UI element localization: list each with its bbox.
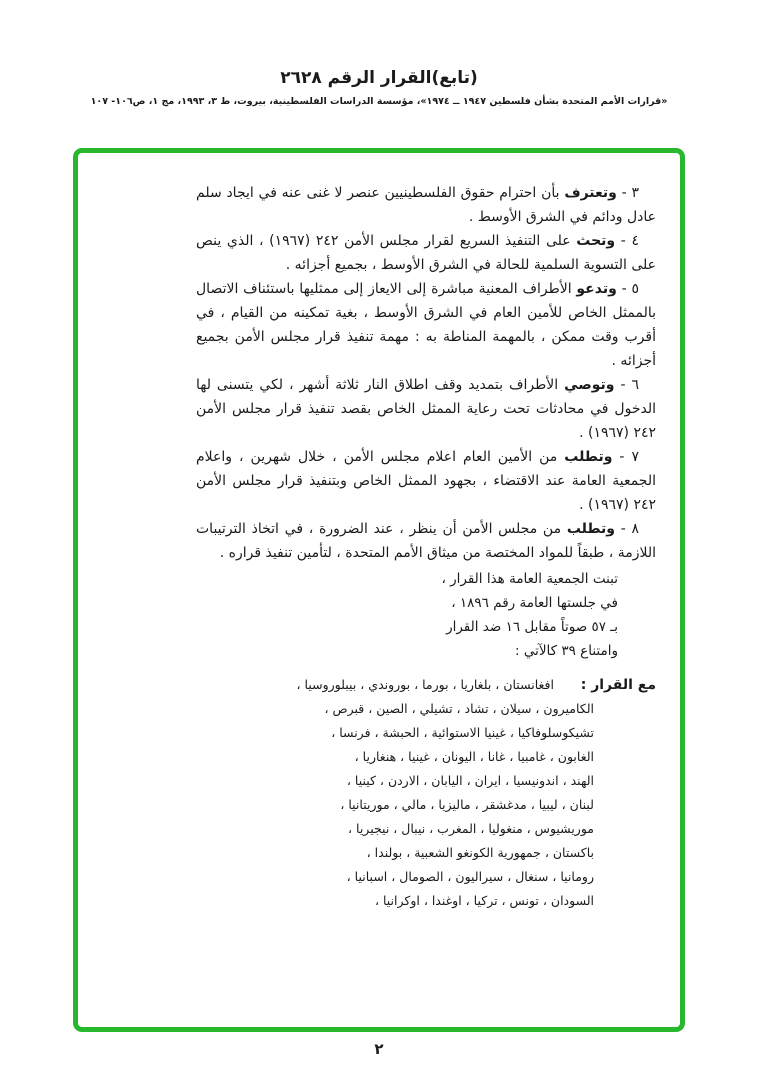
country-line: الهند ، اندونيسيا ، ايران ، اليابان ، الاردن ، كينيا ، <box>346 773 594 788</box>
vote-country-list <box>294 673 594 913</box>
paragraph-number: ٦ - <box>620 377 639 393</box>
resolution-paragraph-3 <box>196 181 656 229</box>
country-line: السودان ، تونس ، تركيا ، اوغندا ، اوكرانيا ، <box>374 893 594 908</box>
paragraph-lead-word: وتوصي <box>564 377 615 393</box>
green-highlight-frame <box>73 148 685 1032</box>
adoption-line: في جلستها العامة رقم ١٨٩٦ ، <box>451 595 618 611</box>
paragraph-lead-word: وتطلب <box>564 449 613 465</box>
paragraph-text: الأطراف بتمديد وقف اطلاق النار ثلاثة أشهر ، لكي يتسنى لها الدخول في محادثات تحت رعاية الممثل الخاص بقصد تنفيذ قرار مجلس الأمن ٢٤٢ (١٩٦٧) . <box>196 377 656 441</box>
country-line: الغابون ، غامبيا ، غانا ، اليونان ، غينيا ، هنغاريا ، <box>354 749 594 764</box>
resolution-paragraph-6 <box>196 373 656 445</box>
paragraph-number: ٣ - <box>621 185 640 201</box>
paragraph-text: الأطراف المعنية مباشرة إلى الايعاز إلى ممثليها باستئناف الاتصال بالممثل الخاص للأمين العام في الشرق الأوسط ، بغية تمكينه من القيام ، في أقرب وقت ممكن ، بالمهمة المناطة به : مهمة تنفيذ قرار مجلس الأمن بجميع أجزائه . <box>196 281 656 369</box>
resolution-paragraph-7 <box>196 445 656 517</box>
paragraph-lead-word: وتدعو <box>576 281 617 297</box>
adoption-line: تبنت الجمعية العامة هذا القرار ، <box>441 571 618 587</box>
paragraph-lead-word: وتطلب <box>566 521 615 537</box>
country-line: باكستان ، جمهورية الكونغو الشعبية ، بولندا ، <box>366 845 594 860</box>
page-number: ٢ <box>374 1040 384 1058</box>
country-line: موريشيوس ، منغوليا ، المغرب ، نيبال ، نيجيريا ، <box>348 821 594 836</box>
country-line: لبنان ، ليبيا ، مدغشقر ، ماليزيا ، مالي ، موريتانيا ، <box>340 797 594 812</box>
paragraph-lead-word: وتحث <box>576 233 616 249</box>
adoption-line: وامتناع ٣٩ كالآتي : <box>514 643 618 659</box>
vote-for-label: مع القرار : <box>580 677 656 693</box>
paragraph-number: ٤ - <box>620 233 639 249</box>
paragraph-number: ٥ - <box>621 281 639 297</box>
paragraph-text: من مجلس الأمن أن ينظر ، عند الضرورة ، في اتخاذ الترتيبات اللازمة ، طبقاً للمواد المختصة من ميثاق الأمم المتحدة ، لتأمين تنفيذ قراره . <box>196 521 656 561</box>
resolution-body <box>196 181 656 913</box>
resolution-paragraph-8 <box>196 517 656 565</box>
source-citation: «قرارات الأمم المتحدة بشأن فلسطين ١٩٤٧ ــ ١٩٧٤»، مؤسسة الدراسات الفلسطينية، بيروت، ط ٣، ١٩٩٣، مج ١، ص١٠٦- ١٠٧ <box>90 96 668 107</box>
country-line: افغانستان ، بلغاريا ، بورما ، بوروندي ، بيبلوروسيا ، <box>296 677 554 692</box>
resolution-title: (تابع)القرار الرقم ٢٦٢٨ <box>280 68 478 88</box>
country-line: رومانيا ، سنغال ، سيراليون ، الصومال ، اسبانيا ، <box>346 869 594 884</box>
paragraph-text: بأن احترام حقوق الفلسطينيين عنصر لا غنى عنه في ايجاد سلم عادل ودائم في الشرق الأوسط . <box>196 185 656 225</box>
resolution-paragraph-5 <box>196 277 656 373</box>
country-line: الكاميرون ، سيلان ، تشاد ، تشيلي ، الصين ، قبرص ، <box>324 701 594 716</box>
paragraph-text: على التنفيذ السريع لقرار مجلس الأمن ٢٤٢ (١٩٦٧) ، الذي ينص على التسوية السلمية للحالة في الشرق الأوسط ، بجميع أجزائه . <box>196 233 656 273</box>
paragraph-number: ٨ - <box>620 521 639 537</box>
adoption-line: بـ ٥٧ صوتاً مقابل ١٦ ضد القرار <box>446 619 618 635</box>
adoption-statement <box>196 567 618 663</box>
paragraph-text: من الأمين العام اعلام مجلس الأمن ، خلال شهرين ، واعلام الجمعية العامة عند الاقتضاء ، بجهود الممثل الخاص وبتنفيذ قرار مجلس الأمن ٢٤٢ (١٩٦٧) . <box>196 449 656 513</box>
document-header <box>0 68 758 107</box>
paragraph-lead-word: وتعترف <box>564 185 617 201</box>
resolution-paragraph-4 <box>196 229 656 277</box>
paragraph-number: ٧ - <box>619 449 639 465</box>
vote-section <box>294 673 656 913</box>
country-line: تشيكوسلوفاكيا ، غينيا الاستوائية ، الحبشة ، فرنسا ، <box>331 725 594 740</box>
